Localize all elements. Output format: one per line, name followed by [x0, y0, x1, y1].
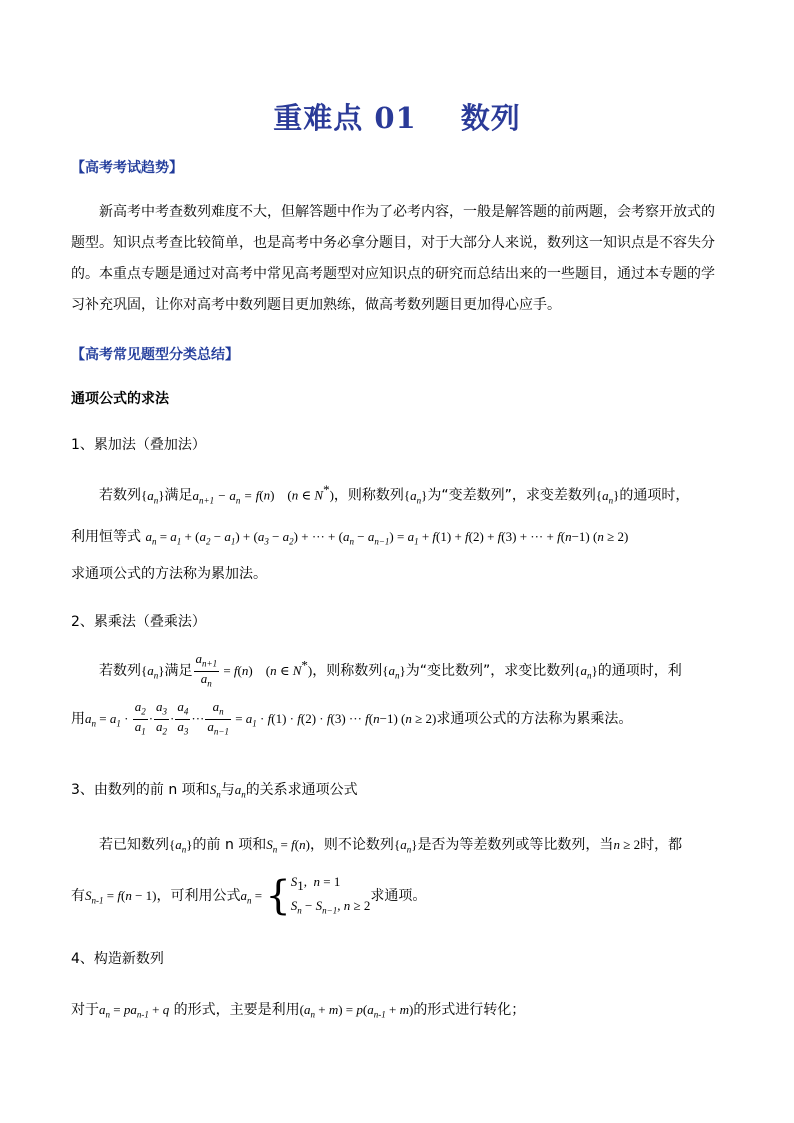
- page-title: [0, 96, 794, 137]
- method-4-title: 4、构造新数列: [71, 951, 164, 967]
- section-tag-summary: 【高考常见题型分类总结】: [71, 347, 239, 363]
- trend-paragraph: 新高考中考查数列难度不大，但解答题中作为了必考内容，一般是解答题的前两题，会考察开放式的题型。知识点考查比较简单，也是高考中务必拿分题目，对于大部分人来说，数列这一知识点是不容失分的。本重点专题是通过对高考中常见高考题型对应知识点的研究而总结出来的一些题目，通过本专题的学习补充巩固，让你对高考中数列题目更加熟练，做高考数列题目更加得心应手。: [71, 204, 715, 313]
- method-3-line-2: 有$S_{n-1} = f(n - 1)$，可利用公式$a_n$ = { $S_1$, n = 1 $S_n - S_{n-1}$, n ≥ 2 求通项。: [71, 873, 427, 920]
- method-4-line-1: 对于$a_n = pa_{n-1} + q$ 的形式，主要是利用$(a_n + m) = p(a_{n-1} + m)$的形式进行转化；: [71, 1002, 526, 1020]
- method-1-line-2: 利用恒等式 $a_n = a_1 + (a_2 - a_1) + (a_3 - a_2)$ + ··· + $(a_n - a_{n-1}) = a_1 + f(1) + f(2) + f(3)$ + ··· + f(n−1) (n ≥ 2): [71, 529, 629, 547]
- method-2-line-1: 若数列$\{a_n\}$满足 $\frac{a_{n+1}}{a_n}$ = f(n) (n ∈ N*)，则称数列$\{a_n\}$为“变比数列”，求变比数列$\{a_n\}$的通项时，利: [99, 651, 682, 689]
- section-tag-trend: 【高考考试趋势】: [71, 160, 183, 176]
- method-1-title: 1、累加法（叠加法）: [71, 437, 206, 453]
- title-right: 数列: [460, 101, 521, 135]
- method-2-title: 2、累乘法（叠乘法）: [71, 614, 206, 630]
- title-left: 重难点 01: [273, 101, 417, 135]
- method-2-line-2: 用$a_n = a_1$ · $\frac{a_2}{a_1}$ · $\frac{a_3}{a_2}$ · $\frac{a_4}{a_3}$ ··· $\frac{a_n}{a_{n-1}}$ = $a_1 \cdot f(1) \cdot f(2) \cdot f(3)$ ··· f(n−1) (n ≥ 2)求通项公式的方法称为累乘法。: [71, 699, 633, 737]
- method-3-title: 3、由数列的前 n 项和$S_n$与$a_n$的关系求通项公式: [71, 782, 358, 800]
- section-heading: 通项公式的求法: [71, 391, 169, 407]
- method-1-line-1: 若数列$\{a_n\}$满足$a_{n+1} - a_n = f(n)$ (n ∈ N*)，则称数列$\{a_n\}$为“变差数列”，求变差数列$\{a_n\}$的通项时，: [99, 482, 690, 506]
- method-1-line-3: 求通项公式的方法称为累加法。: [71, 566, 267, 582]
- method-3-line-1: 若已知数列$\{a_n\}$的前 n 项和$S_n = f(n)$，则不论数列$\{a_n\}$是否为等差数列或等比数列，当n ≥ 2时，都: [99, 837, 683, 855]
